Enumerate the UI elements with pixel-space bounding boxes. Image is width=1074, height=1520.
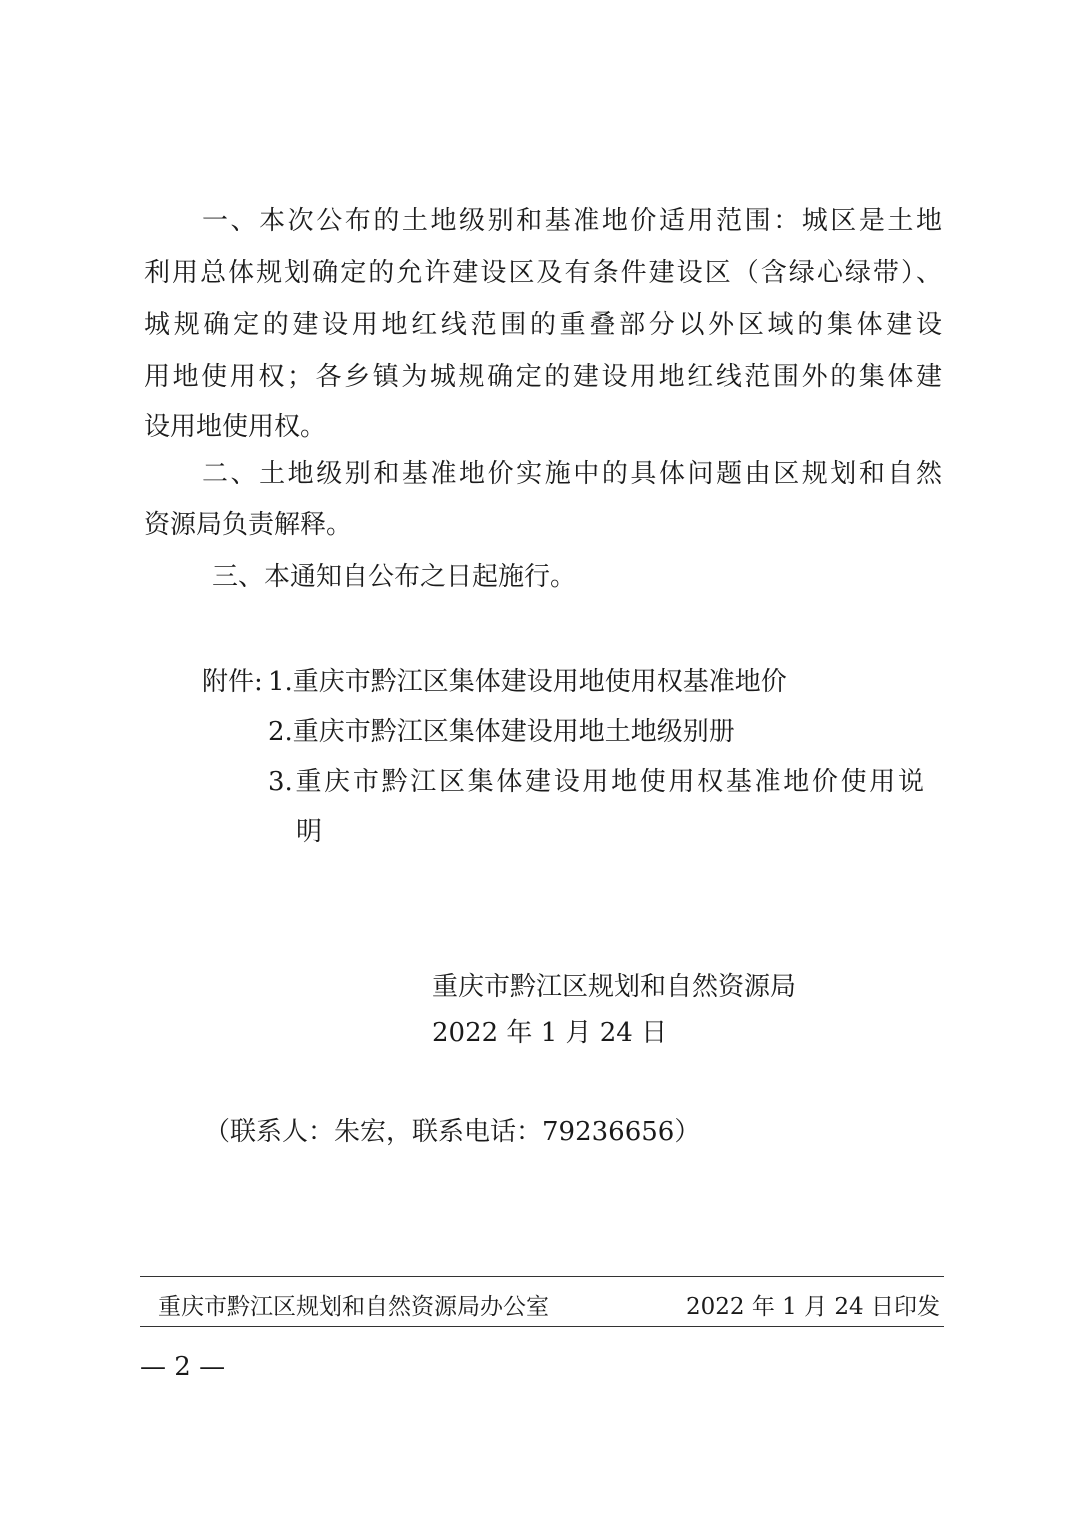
footer-issued-date: 2022 年 1 月 24 日印发 (686, 1294, 940, 1320)
attachment-item-3: 3.重庆市黔江区集体建设用地使用权基准地价使用说 (268, 767, 924, 797)
footer-office: 重庆市黔江区规划和自然资源局办公室 (158, 1294, 549, 1320)
para3-line: 三、本通知自公布之日起施行。 (212, 562, 577, 592)
para1-line-3: 城规确定的建设用地红线范围的重叠部分以外区域的集体建设 (144, 310, 942, 340)
attachment-item-2: 2.重庆市黔江区集体建设用地土地级别册 (268, 717, 735, 747)
footer-top-rule (140, 1276, 944, 1277)
attachments-prefix: 附件: (202, 667, 263, 697)
para1-line-4: 用地使用权；各乡镇为城规确定的建设用地红线范围外的集体建 (144, 362, 942, 392)
page-number: — 2 — (140, 1352, 226, 1382)
signature-issuer: 重庆市黔江区规划和自然资源局 (432, 972, 797, 1002)
attachment-item-3-continuation: 明 (296, 817, 323, 847)
footer-bottom-rule (140, 1326, 944, 1327)
contact-info: （联系人：朱宏，联系电话：79236656） (204, 1117, 701, 1147)
para1-line-2: 利用总体规划确定的允许建设区及有条件建设区（含绿心绿带）、 (144, 258, 942, 288)
signature-date: 2022 年 1 月 24 日 (432, 1018, 668, 1048)
para2-line-2: 资源局负责解释。 (144, 510, 353, 540)
attachment-item-1: 1.重庆市黔江区集体建设用地使用权基准地价 (268, 667, 787, 697)
para1-line-5: 设用地使用权。 (144, 412, 327, 442)
para1-line-1: 一、本次公布的土地级别和基准地价适用范围：城区是土地 (202, 206, 942, 236)
para2-line-1: 二、土地级别和基准地价实施中的具体问题由区规划和自然 (202, 459, 942, 489)
